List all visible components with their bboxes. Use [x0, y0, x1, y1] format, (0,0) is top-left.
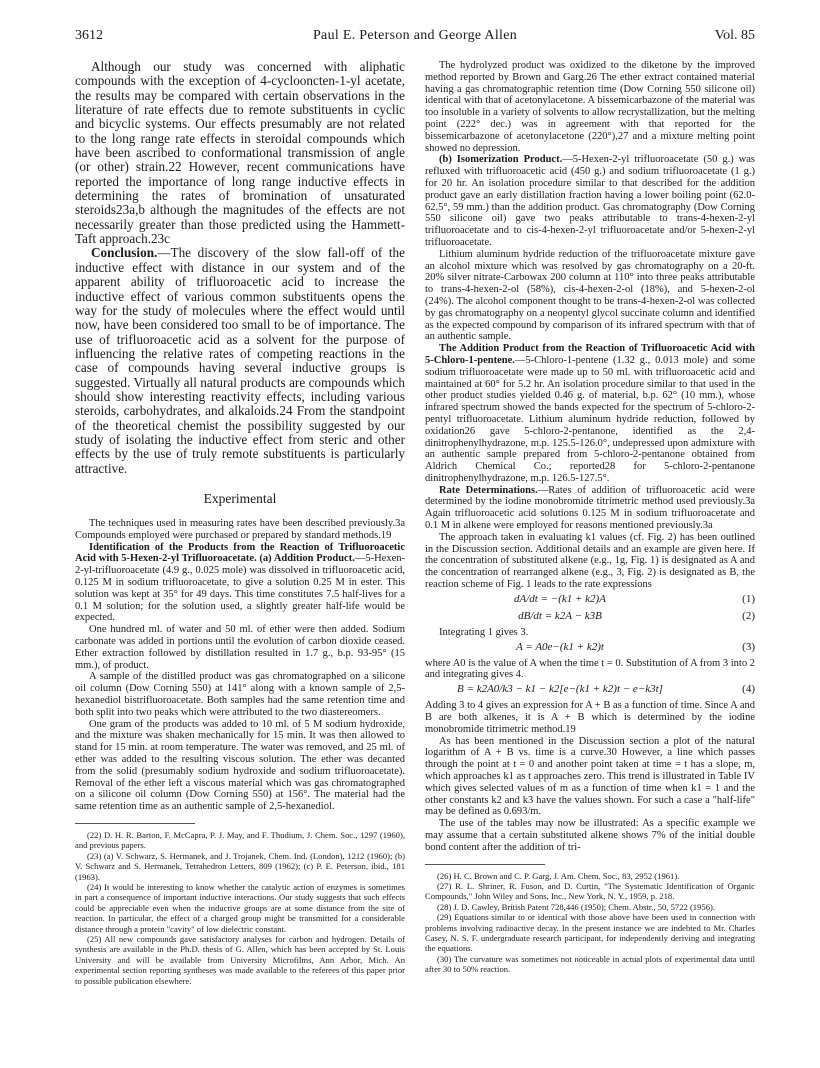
paragraph: A sample of the distilled product was gas chromatographed on a silicone oil column (Dow Corning 550) at 141° along with a known sample of 2,5-hexanediol bistrifluoroacetate. Both samples had the same retention time and both split into two peaks which were attributed to the two diastereomers. [75, 671, 405, 718]
paragraph: One gram of the products was added to 10 ml. of 5 M sodium hydroxide, and the mixture was shaken mechanically for 15 min. It was then allowed to stand for 15 min. at room temperature. The water was removed, and 25 ml. of ether was added to the resulting viscous solution. The ether was decanted from the solid (presumably sodium hydroxide and sodium trifluoroacetate). Removal of the ether left a viscous material which was gas chromatographed on a silicone oil column (Dow Corning 550) at 156°. The material had the same retention time as an authentic sample of 2,5-hexanediol. [75, 718, 405, 813]
equation-number: (1) [742, 592, 755, 605]
experimental-heading: Experimental [203, 490, 277, 506]
paragraph: The techniques used in measuring rates have been described previously.3a Compounds employed were purchased or prepared by standard methods.19 [75, 517, 405, 541]
paragraph: Rate Determinations.—Rates of addition of trifluoroacetic acid were determined by the iodine monobromide titrimetric method used previously.3a Again trifluoroacetic acid solutions 0.125 M in sodium trifluoroacetate and 0.1 M in alkene were employed for reasons mentioned previously.3a [425, 484, 755, 532]
equation-text: dA/dt = −(k1 + k2)A [514, 592, 606, 605]
conclusion-heading: Conclusion. [91, 245, 158, 261]
page-header [75, 28, 755, 48]
run-in-heading: Rate Determinations. [439, 484, 538, 496]
equation-2 [425, 610, 755, 625]
volume-label: Vol. 85 [714, 28, 755, 43]
equation-1 [425, 593, 755, 608]
paragraph: Identification of the Products from the Reaction of Trifluoroacetic Acid with 5-Hexen-2-yl Trifluoroacetate. (a) Addition Product.—5-Hexen-2-yl-trifluoroacetate (4.9 g., 0.025 mole) was dissolved in trifluoroacetic acid, 0.125 M in sodium trifluoroacetate, to give a solution 0.25 M in ester. This solution was kept at 35° for 49 days. This time constitutes 7.5 half-lives for a 0.1 M solution; for the solution used, a slightly greater half-life would be expected. [75, 541, 405, 624]
equation-number: (4) [742, 683, 755, 696]
conclusion-paragraph [75, 246, 405, 476]
equation-3 [425, 641, 755, 656]
paragraph: One hundred ml. of water and 50 ml. of ether were then added. Sodium carbonate was added in portions until the evolution of carbon dioxide ceased. Ether extraction followed by distillation resulted in 1.7 g., b.p. 93-95° (15 mm.), of product. [75, 624, 405, 671]
paragraph: Integrating 1 gives 3. [439, 626, 529, 638]
equation-text: dB/dt = k2A − k3B [518, 609, 602, 622]
paragraph: The use of the tables may now be illustrated: As a specific example we may assume that a certain substituted alkene shows 7% of the initial double bond content after the addition of tri- [425, 818, 755, 853]
paragraph: where A0 is the value of A when the time t = 0. Substitution of A from 3 into 2 and integrating gives 4. [425, 657, 755, 681]
conclusion-text: —The discovery of the slow fall-off of the inductive effect with distance in our system and of the apparent ability of trifluoroacetic acid to increase the inductive effect of various common substituents opens the way for the study of molecules where the effect would until now, have been considered too small to be of importance. The use of trifluoroacetic acid as a solvent for the purpose of influencing the relative rates of competing reactions in the case of compounds having several inductive groups is suggested. Virtually all natural products are compounds which should show interesting reactivity effects, including various steroids, carbohydrates, and alkaloids.24 From the standpoint of the theoretical chemist the possibility suggested by our study of isolating the inductive effect from steric and other effects by the use of truly remote substituents is particularly attractive. [75, 245, 405, 476]
footnote: (22) D. H. R. Barton, F. McCapra, P. J. May, and F. Thudium, J. Chem. Soc., 1297 (1960), and previous papers. [75, 829, 405, 851]
footnote: (24) It would be interesting to know whether the catalytic action of enzymes is sometimes in part a consequence of important inductive interactions. Our study suggests that such effects could be appreciable even when the inductive groups are at some distance from the site of reaction. In particular, the effect of a charged group might be transmitted for a considerable distance through a protein "cavity" of low dielectric constant. [75, 881, 405, 934]
footnote-divider [75, 823, 195, 824]
footnote: (30) The curvature was sometimes not noticeable in actual plots of experimental data until after 30 to 50% reaction. [425, 953, 755, 975]
paragraph: The hydrolyzed product was oxidized to the diketone by the improved method reported by Brown and Garg.26 The ether extract contained material having a gas chromatographic retention time (Dow Corning 550 silicone oil) identical with that of acetonylacetone. A bissemicarbazone of the material was too insoluble in a variety of solvents to allow recrystallization, but the melting point (222° dec.) was in agreement with that reported for the bissemicarbazone of acetonylacetone (220°),27 and a mixture melting point showed no depression. [425, 60, 755, 154]
footnote: (23) (a) V. Schwarz, S. Hermanek, and J. Trojanek, Chem. Ind. (London), 1212 (1960); (b) V. Schwarz and S. Hermanek, Tetrahedron Letters, 809 (1962); (c) P. E. Peterson, ibid., 181 (1963). [75, 850, 405, 882]
paragraph: The Addition Product from the Reaction of Trifluoroacetic Acid with 5-Chloro-1-pentene.—5-Chloro-1-pentene (1.32 g., 0.013 mole) and some sodium trifluoroacetate were made up to 50 ml. with trifluoroacetic acid and maintained at 60° for 5.2 hr. An isolation procedure similar to that used in the other product studies yielded 0.46 g. of material, b.p. 62° (10 mm.), whose infrared spectrum showed the bands expected for the spectrum of 5-chloro-2-pentyl trifluoroacetate. Lithium aluminum hydride reduction, followed by oxidation26 gave 5-chloro-2-pentanone, identified as the 2,4-dinitrophenylhydrazone, m.p. 125.5-126.0°, undepressed upon admixture with an authentic sample prepared from 5-chloro-2-pentanone obtained from Aldrich Chemical Co.; reported28 for 5-chloro-2-pentanone dinitrophenylhydrazone, m.p. 126.5-127.5°. [425, 343, 755, 484]
paragraph: Although our study was concerned with aliphatic compounds with the exception of 4-cyclooncten-1-yl acetate, the results may be compared with certain observations in the literature of rate effects due to remote substituents in cyclic and bicyclic systems. Our effects presumably are not related to the long range rate effects in steroidal compounds which have been ascribed to conformational transmission of angle (or other) strain.22 However, recent communications have reported the importance of long range inductive effects in determining the rates of bromination of unsaturated steroids23a,b although the magnitudes of the effects are not necessarily greater than those predicted using the Hammett-Taft approach.23c [75, 59, 405, 247]
right-column [425, 60, 755, 975]
paragraph: (b) Isomerization Product.—5-Hexen-2-yl trifluoroacetate (50 g.) was refluxed with trifluoroacetic acid (450 g.) and sodium trifluoroacetate (1 g.) for 20 hr. An isolation procedure similar to that described for the addition product gave an early distillation fraction having a lower boiling point (62.0-62.5°, 59 mm.) than the addition product. Gas chromatography (Dow Corning 550 silicone oil) gave two peaks attributable to trans-4-hexen-2-yl trifluoroacetate and to cis-4-hexen-2-yl trifluoroacetate and/or 5-hexen-2-yl trifluoroacetate. [425, 154, 755, 248]
paragraph: Lithium aluminum hydride reduction of the trifluoroacetate mixture gave an alcohol mixture which was resolved by gas chromatography on a 20-ft. 20% silver nitrate-Carbowax 200 column at 110° into three peaks attributable to trans-4-hexen-2-ol (58%), cis-4-hexen-2-ol (18%), and 5-hexen-2-ol (24%). The alcohol component thought to be trans-4-hexen-2-ol was collected by gas chromatography on a neopentyl glycol succinate column and identified as the expected compound by comparison of its infrared spectrum with that of an authentic sample. [425, 248, 755, 343]
equation-number: (2) [742, 609, 755, 622]
equation-text: B = k2A0/k3 − k1 − k2[e−(k1 + k2)t − e−k3t] [457, 683, 663, 696]
footnote: (29) Equations similar to or identical with those above have been used in connection with problems involving radioactive decay. In the present instance we are indebted to Mr. Charles Casey, N. S. F. undergraduate research participant, for independently deriving and integrating the equations. [425, 912, 755, 954]
paragraph: Adding 3 to 4 gives an expression for A + B as a function of time. Since A and B are both alkenes, it is A + B which is determined by the iodine monobromide titrimetric method.19 [425, 700, 755, 735]
run-in-heading: Identification of the Products from the Reaction of Trifluoroacetic Acid with 5-Hexen-2-yl Trifluoroacetate. (a) Addition Product. [75, 541, 405, 565]
footnote: (25) All new compounds gave satisfactory analyses for carbon and hydrogen. Details of synthesis are available in the Ph.D. thesis of G. Allen, which has been accepted by St. Louis University and will be available from University Microfilms, Ann Arbor, Mich. An experimental section reporting syntheses was made available to the referees of this paper prior to possible publication elsewhere. [75, 933, 405, 986]
run-in-heading: The Addition Product from the Reaction of Trifluoroacetic Acid with 5-Chloro-1-pentene. [425, 343, 755, 366]
footnote-divider [425, 864, 545, 865]
left-column [75, 60, 405, 986]
run-in-heading: (b) Isomerization Product. [439, 154, 563, 166]
equation-text: A = A0e−(k1 + k2)t [516, 640, 604, 653]
page-number: 3612 [75, 28, 103, 43]
footnote: (28) J. D. Cawley, British Patent 728,446 (1950); Chem. Abstr., 50, 5722 (1956). [437, 901, 716, 912]
footnote: (26) H. C. Brown and C. P. Garg, J. Am. Chem. Soc., 83, 2952 (1961). [437, 870, 680, 881]
equation-number: (3) [742, 640, 755, 653]
running-title: Paul E. Peterson and George Allen [312, 28, 518, 43]
paragraph: As has been mentioned in the Discussion section a plot of the natural logarithm of A + B vs. time is a curve.30 However, a line which passes through the point at t = 0 and another point taken at time = t has a slope, m, which approaches k1 as t approaches zero. This trend is illustrated in Table IV which gives selected values of m as a function of time when k1 = 1 and the other constants k2 and k3 have the values shown. For such a case a "half-life" may be defined as 0.693/m. [425, 735, 755, 818]
footnote: (27) R. L. Shriner, R. Fuson, and D. Curtin, "The Systematic Identification of Organic Compounds," John Wiley and Sons, Inc., New York, N. Y., 1959, p. 218. [425, 881, 755, 902]
equation-4 [425, 683, 755, 698]
paragraph: The approach taken in evaluating k1 values (cf. Fig. 2) has been outlined in the Discussion section. Additional details and an example are given here. If the concentration of substituted alkene (e.g., 1g, Fig. 1) is designated as A and the concentration of rearranged alkene (e.g., 3, Fig. 2) is designated as B, the reaction scheme of Fig. 1 leads to the rate expressions [425, 531, 755, 591]
